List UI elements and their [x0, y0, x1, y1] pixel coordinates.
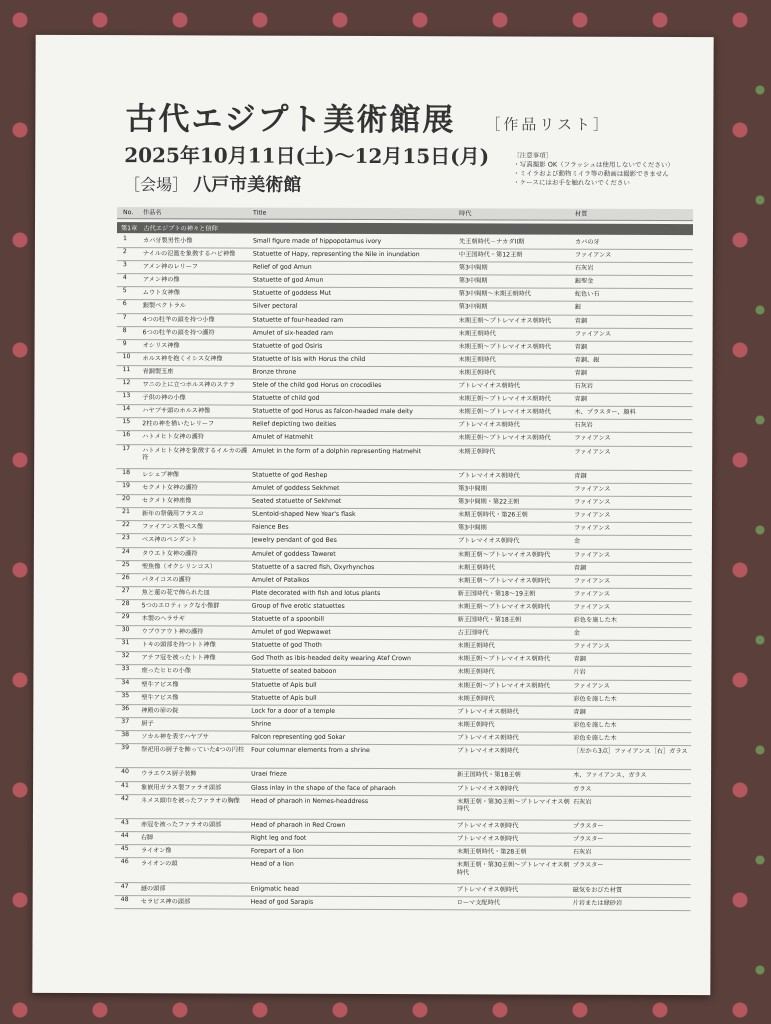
- cell-title-en: Amulet of goddess Taweret: [251, 550, 336, 558]
- cell-no: 24: [121, 547, 130, 555]
- cell-no: 28: [121, 600, 130, 608]
- cell-no: 46: [120, 858, 129, 866]
- table-row: [115, 859, 691, 886]
- cell-no: 47: [120, 883, 129, 891]
- note-item: ・ケースにはお手を触れないでください: [513, 178, 630, 187]
- cell-era: 先王朝時代－ナカダII期: [458, 238, 525, 246]
- cell-material: ファイアンス: [573, 682, 610, 690]
- cell-material: ファイアンス: [574, 485, 611, 493]
- cell-era: 第3中間期: [458, 277, 488, 285]
- cell-title-en: Statuette of a spoonbill: [251, 615, 324, 623]
- cell-title-ja: ナイルの氾濫を象徴するハピ神像: [142, 250, 236, 258]
- cell-title-en: Statuette of a sacred fish, Oxyrhynchos: [251, 563, 375, 571]
- cell-no: 42: [120, 794, 129, 802]
- cell-era: 末期王朝～プトレマイオス朝時代: [458, 395, 551, 403]
- cell-title-en: Plate decorated with fish and lotus plants: [251, 589, 381, 597]
- notes-heading: ［注意事項］: [513, 151, 553, 160]
- cell-material: 銀聖金: [574, 277, 594, 286]
- cell-title-ja: トキの頭部を持つトト神像: [141, 641, 216, 649]
- cell-material: 青銅: [574, 472, 587, 480]
- cell-era: 末期王朝時代: [457, 563, 495, 572]
- chapter-heading: 第1章 古代エジプトの神々と信仰: [117, 222, 693, 235]
- cell-title-ja: ハトメヒト女神を象徴するイルカの護符: [142, 446, 248, 462]
- cell-no: 6: [122, 300, 127, 308]
- cell-title-ja: ワニの上に立つホルス神のステラ: [142, 381, 235, 389]
- cell-material: ファイアンス: [574, 448, 611, 456]
- cell-no: 32: [121, 652, 130, 660]
- cell-title-en: Statuette of Hapy, representing the Nile in inundation: [252, 250, 420, 259]
- cell-era: 第3中間期: [457, 524, 487, 532]
- cell-no: 8: [122, 326, 127, 334]
- cell-era: 末期王朝～プトレマイオス朝時代: [457, 681, 550, 690]
- cell-title-ja: 祭祀用の厨子を飾っていた4つの円柱: [141, 746, 245, 754]
- cell-title-ja: ウプウアウト神の護符: [141, 628, 204, 636]
- cell-title-en: Statuette of Apis bull: [251, 694, 317, 702]
- table-header: [117, 207, 693, 221]
- cell-material: 蛇色い石: [574, 291, 600, 299]
- cell-no: 48: [120, 896, 129, 904]
- cell-title-en: Statuette of seated baboon: [251, 667, 337, 676]
- cell-title-ja: ライオン像: [140, 847, 172, 855]
- cell-era: 第3中間期・第22王朝: [458, 498, 520, 506]
- cell-material: プラスター: [572, 822, 604, 830]
- cell-era: 末期王朝～プトレマイオス朝時代: [457, 550, 551, 559]
- cell-era: プトレマイオス朝時代: [456, 822, 519, 830]
- cell-title-en: Relief of god Amun: [252, 263, 312, 271]
- cell-era: プトレマイオス朝時代: [458, 382, 520, 390]
- cell-title-ja: 新年の祭儀用フラスコ: [141, 510, 204, 518]
- cell-era: 末期王朝時代: [458, 447, 496, 455]
- cell-no: 22: [121, 521, 130, 529]
- cell-material: ファイアンス: [574, 435, 611, 443]
- cell-title-ja: ホルス神を抱くイシス女神像: [142, 355, 223, 363]
- cell-title-en: Right leg and foot: [250, 834, 307, 843]
- cell-era: 新王国時代・第18王朝: [457, 771, 521, 779]
- cell-title-en: SLentoid-shaped New Year's flask: [251, 510, 356, 519]
- cell-material: ファイアンス: [573, 525, 611, 533]
- cell-era: 新王国時代・第18王朝: [457, 616, 522, 624]
- cell-title-ja: 銀製ペクトラル: [142, 302, 186, 310]
- cell-title-en: Small figure made of hippopotamus ivory: [252, 237, 382, 246]
- cell-no: 37: [121, 717, 130, 725]
- cell-material: 木、プラスター、顔料: [574, 408, 636, 417]
- cell-material: ファイアンス: [574, 251, 612, 259]
- cell-no: 7: [122, 313, 127, 321]
- cell-material: ファイアンス: [573, 511, 611, 520]
- cell-era: 末期王朝～プトレマイオス朝時代: [458, 434, 551, 443]
- cell-title-en: Falcon representing god Sokar: [251, 733, 346, 741]
- exhibition-title: 古代エジプト美術館展: [125, 101, 456, 139]
- cell-title-ja: カバ牙製男性小像: [142, 237, 193, 245]
- exhibition-subtitle: ［作品リスト］: [485, 115, 612, 134]
- works-table: [115, 207, 693, 911]
- cell-era: 第3中間期～末期王朝時代: [458, 290, 531, 298]
- cell-no: 10: [122, 352, 131, 360]
- cell-no: 11: [122, 366, 131, 374]
- cell-title-en: Amulet of Pataikos: [251, 576, 310, 584]
- cell-title-en: Statuette of god Thoth: [251, 641, 322, 650]
- cell-era: プトレマイオス朝時代: [457, 707, 519, 716]
- cell-era: プトレマイオス朝時代: [457, 734, 519, 742]
- cell-era: 末期王朝～プトレマイオス朝時代: [457, 577, 551, 585]
- cell-era: 末期王朝・第30王朝～プトレマイオス朝時代: [456, 797, 570, 813]
- cell-material: 石灰岩: [574, 264, 594, 272]
- cell-title-ja: 神殿の扉の錠: [141, 706, 179, 715]
- col-header-title-en: Title: [253, 209, 267, 217]
- cell-no: 36: [121, 704, 130, 712]
- cell-era: プトレマイオス朝時代: [456, 835, 519, 843]
- cell-no: 43: [120, 819, 129, 827]
- cell-title-ja: ネメス頭巾を被ったファラオの胸像: [140, 796, 240, 805]
- cell-no: 38: [121, 730, 130, 739]
- cell-no: 18: [122, 469, 131, 477]
- cell-title-en: Head of god Sarapis: [250, 898, 314, 906]
- cell-title-ja: ライオンの頭: [140, 860, 178, 868]
- notes-box: [513, 151, 703, 188]
- cell-material: 青銅: [573, 708, 586, 716]
- venue-name: 八戸市美術館: [193, 174, 302, 196]
- cell-title-ja: ハトメヒト女神の護符: [142, 433, 204, 441]
- cell-title-ja: 聖牛アピス像: [141, 693, 179, 701]
- venue-label: ［会場］: [124, 175, 189, 195]
- col-header-title-ja: 作品名: [143, 208, 162, 217]
- cell-title-en: Amulet of goddess Sekhmet: [252, 484, 340, 492]
- table-row: [115, 896, 691, 911]
- cell-no: 34: [121, 678, 130, 686]
- cell-material: 青銅: [574, 395, 587, 403]
- cell-material: 石灰岩: [572, 798, 592, 806]
- cell-era: 末期王朝～プトレマイオス朝時代: [458, 408, 551, 416]
- cell-era: 末期王朝時代: [457, 721, 495, 729]
- cell-title-en: Seated statuette of Sekhmet: [252, 497, 342, 506]
- cell-no: 27: [121, 586, 130, 594]
- cell-title-ja: 子供の神の小像: [142, 394, 186, 402]
- cell-no: 31: [121, 639, 130, 647]
- cell-material: 金: [573, 629, 580, 637]
- cell-material: 青銅: [574, 369, 587, 377]
- note-item: ・ミイラおよび動物ミイラ等の動画は撮影できません: [513, 169, 669, 179]
- cell-title-ja: レシェプ神像: [142, 471, 180, 479]
- cell-title-en: Forepart of a lion: [250, 847, 304, 856]
- cell-no: 4: [122, 274, 127, 282]
- table-row: [116, 445, 692, 472]
- cell-era: 第3中間期: [458, 485, 487, 493]
- cell-material: プラスター: [572, 862, 604, 870]
- cell-era: 新王国時代・第18～19王朝: [457, 590, 536, 598]
- cell-material: 片岩: [573, 669, 586, 677]
- cell-title-ja: ムウト女神像: [142, 289, 180, 297]
- cell-title-ja: 厨子: [141, 719, 154, 728]
- cell-no: 12: [122, 379, 131, 387]
- cell-title-en: Statuette of god Amun: [252, 276, 324, 285]
- cell-material: 金: [573, 538, 581, 546]
- cell-era: ローマ支配時代: [456, 899, 500, 907]
- cell-title-en: Enigmatic head: [250, 885, 299, 893]
- cell-era: 第3中間期: [458, 264, 488, 272]
- cell-no: 17: [122, 444, 131, 452]
- cell-material: ガラス: [573, 785, 592, 793]
- cell-era: 末期王朝～プトレマイオス朝時代: [457, 603, 551, 611]
- exhibition-list-sheet: [32, 35, 713, 995]
- cell-material: ファイアンス: [573, 603, 611, 611]
- cell-era: 末期王朝時代: [457, 694, 495, 703]
- cell-title-ja: ファイアンス製ベス像: [141, 523, 204, 531]
- cell-title-en: Jewelry pendant of god Bes: [251, 537, 337, 545]
- cell-title-en: Relief depicting two deities: [252, 420, 337, 429]
- cell-era: 末期王朝時代・第26王朝: [457, 511, 528, 519]
- cell-material: 青銅: [574, 317, 588, 325]
- cell-era: プトレマイオス朝時代: [457, 747, 519, 755]
- cell-title-en: Shrine: [251, 720, 272, 728]
- cell-no: 30: [121, 626, 130, 634]
- cell-material: 彩色を施した木: [573, 695, 617, 703]
- cell-material: 青銅: [573, 564, 587, 572]
- cell-era: 末期王朝・第30王朝～プトレマイオス朝時代: [456, 861, 570, 877]
- cell-era: 中王国時代・第12王朝: [458, 251, 523, 259]
- cell-material: 彩色を施した木: [573, 721, 617, 729]
- cell-no: 16: [122, 431, 131, 439]
- cell-no: 20: [122, 495, 130, 503]
- cell-title-en: Amulet in the form of a dolphin representing Hatmehit: [252, 447, 422, 455]
- cell-title-en: Statuette of god Reshep: [252, 471, 328, 479]
- cell-era: 末期王朝～プトレマイオス朝時代: [458, 316, 552, 325]
- cell-material: 木、ファイアンス、ガラス: [573, 772, 647, 780]
- cell-title-en: Statuette of four-headed ram: [252, 316, 344, 324]
- cell-title-en: Amulet of god Wepwawet: [251, 628, 331, 636]
- col-header-material: 材質: [575, 210, 588, 218]
- cell-era: 末期王朝時代・第28王朝: [456, 848, 527, 856]
- cell-no: 33: [121, 665, 130, 673]
- table-row: [115, 744, 691, 771]
- cell-title-en: Statuette of god Osiris: [252, 342, 323, 350]
- cell-material: 彩色を施した木: [573, 616, 617, 624]
- cell-material: ファイアンス: [573, 590, 611, 598]
- cell-title-ja: ベス神のペンダント: [141, 536, 198, 544]
- cell-title-en: Head of pharaoh in Red Crown: [250, 821, 346, 830]
- cell-no: 26: [121, 573, 130, 581]
- cell-material: 石灰岩: [572, 849, 592, 857]
- cell-title-ja: 座ったヒヒの小像: [141, 667, 191, 675]
- cell-era: 末期王朝時代: [457, 668, 495, 676]
- cell-title-en: Statuette of god Horus as falcon-headed male deity: [252, 407, 413, 416]
- cell-material: 片岩または緑砂岩: [572, 899, 623, 907]
- cell-no: 5: [122, 287, 127, 295]
- cell-material: 彩色を施した木: [573, 734, 617, 742]
- cell-no: 41: [121, 781, 129, 789]
- cell-title-ja: 謎の頭部: [140, 885, 166, 893]
- cell-title-en: Statuette of Apis bull: [251, 681, 317, 689]
- cell-era: 古王国時代: [457, 629, 489, 637]
- cell-material: ファイアンス: [574, 498, 611, 507]
- cell-title-en: Uraei frieze: [251, 771, 287, 779]
- cell-title-ja: 木製のヘラサギ: [141, 615, 185, 623]
- cell-material: 銀: [574, 304, 581, 312]
- col-header-era: 時代: [459, 210, 472, 218]
- cell-title-en: Four columnar elements from a shrine: [251, 746, 370, 754]
- cell-no: 3: [122, 261, 127, 269]
- cell-no: 44: [120, 832, 129, 840]
- venue: [124, 170, 301, 197]
- cell-title-ja: 4つの牡羊の頭を持つ小像: [142, 315, 215, 324]
- cell-era: 末期王朝時代: [457, 642, 495, 650]
- cell-material: 青銅: [573, 656, 586, 664]
- cell-material: 石灰岩: [574, 422, 593, 430]
- cell-title-ja: 2柱の神を描いたレリーフ: [142, 420, 215, 428]
- cell-no: 2: [122, 248, 127, 256]
- cell-no: 15: [122, 418, 131, 426]
- cell-title-ja: ソカル神を表すハヤブサ: [141, 733, 209, 741]
- cell-title-ja: セクメト女神の護符: [142, 484, 198, 492]
- cell-title-ja: 6つの牡羊の頭を持つ護符: [142, 328, 215, 337]
- cell-title-en: Statuette of goddess Mut: [252, 289, 332, 298]
- cell-title-en: Stele of the child god Horus on crocodiles: [252, 381, 382, 390]
- cell-title-ja: アテフ冠を被ったトト神像: [141, 654, 216, 662]
- cell-title-en: Faience Bes: [251, 523, 289, 532]
- cell-no: 14: [122, 405, 131, 413]
- cell-era: 末期王朝～プトレマイオス朝時代: [457, 655, 550, 663]
- note-item: ・写真撮影 OK（フラッシュは使用しないでください）: [513, 160, 674, 170]
- cell-material: カバの牙: [574, 238, 600, 246]
- cell-era: 末期王朝時代: [458, 329, 496, 338]
- cell-title-en: Statuette of Isis with Horus the child: [252, 355, 366, 363]
- cell-title-ja: オシリス神像: [142, 341, 180, 350]
- cell-material: 青銅: [574, 343, 587, 351]
- cell-title-en: Amulet of Hatmehit: [252, 433, 314, 442]
- cell-material: ファイアンス: [573, 577, 611, 585]
- cell-title-ja: タウエト女神の護符: [141, 549, 198, 557]
- cell-era: 第3中間期: [458, 303, 488, 311]
- cell-title-en: Bronze throne: [252, 368, 297, 376]
- cell-no: 45: [120, 845, 129, 853]
- cell-title-ja: ハヤブサ頭のホルス神像: [142, 407, 211, 415]
- cell-title-ja: パタイコスの護符: [141, 575, 191, 584]
- cell-material: ［左から3点］ファイアンス［右］ガラス: [573, 747, 688, 756]
- cell-no: 39: [121, 744, 130, 752]
- cell-title-ja: アメン神のレリーフ: [142, 263, 198, 271]
- cell-material: ファイアンス: [573, 551, 611, 559]
- cell-no: 40: [121, 768, 129, 776]
- cell-title-ja: 聖牛アピス像: [141, 680, 179, 688]
- cell-material: 青銅、銀: [574, 356, 600, 364]
- cell-title-en: Head of pharaoh in Nemes-headdress: [250, 797, 369, 805]
- cell-title-ja: ウラエウス厨子装飾: [141, 770, 197, 778]
- cell-title-en: Amulet of six-headed ram: [252, 329, 334, 337]
- cell-no: 25: [121, 560, 130, 568]
- cell-title-ja: アメン神の像: [142, 276, 180, 284]
- cell-material: 石灰岩: [574, 382, 594, 390]
- cell-title-ja: 象嵌用ガラス製ファラオ頭部: [141, 783, 222, 792]
- cell-title-en: Glass inlay in the shape of the face of pharaoh: [251, 784, 396, 792]
- cell-title-ja: 聖魚像（オクシリンコス）: [141, 562, 216, 571]
- cell-title-en: Lock for a door of a temple: [251, 707, 336, 715]
- cell-no: 9: [122, 339, 127, 347]
- cell-material: ファイアンス: [573, 642, 610, 651]
- cell-title-en: Statuette of child god: [252, 394, 320, 402]
- col-header-no: No.: [123, 209, 134, 217]
- cell-no: 13: [122, 392, 131, 400]
- cell-era: プトレマイオス朝時代: [456, 886, 519, 894]
- cell-title-en: God Thoth as ibis-headed deity wearing Atef Crown: [251, 654, 411, 663]
- cell-era: プトレマイオス朝時代: [457, 784, 519, 793]
- cell-material: ファイアンス: [574, 330, 612, 338]
- cell-era: 末期王朝～プトレマイオス朝時代: [458, 343, 552, 351]
- table-row: [115, 795, 691, 822]
- cell-no: 23: [121, 534, 130, 542]
- cell-title-ja: セラピス神の頭部: [140, 898, 191, 906]
- cell-title-ja: セクメト女神座像: [142, 497, 192, 505]
- cell-title-ja: 5つのエロティックな小像群: [141, 602, 220, 610]
- cell-title-en: Silver pectoral: [252, 303, 298, 311]
- cell-era: プトレマイオス朝時代: [458, 421, 520, 429]
- table-body: [115, 235, 693, 911]
- cell-era: プトレマイオス朝時代: [457, 537, 520, 545]
- cell-material: 磁気をおびた材質: [572, 886, 623, 894]
- cell-era: 末期王朝時代: [458, 356, 496, 364]
- cell-material: プラスター: [572, 835, 604, 844]
- cell-era: 末期王朝時代: [458, 369, 496, 377]
- cell-no: 21: [121, 508, 130, 516]
- cell-title-ja: 右脚: [140, 834, 154, 842]
- cell-no: 1: [122, 235, 127, 243]
- cell-no: 29: [121, 613, 130, 621]
- cell-title-ja: 赤冠を被ったファラオの頭部: [140, 821, 222, 829]
- exhibition-dates: 2025年10月11日(土)～12月15日(月): [124, 143, 490, 169]
- cell-title-en: Group of five erotic statuettes: [251, 602, 345, 610]
- cell-title-ja: 魚と蓮の花で飾られた皿: [141, 589, 210, 597]
- cell-no: 19: [122, 482, 130, 490]
- cell-era: プトレマイオス朝時代: [458, 472, 520, 480]
- cell-title-ja: 青銅製玉座: [142, 368, 174, 376]
- cell-no: 35: [121, 691, 130, 699]
- cell-title-en: Head of a lion: [250, 861, 294, 869]
